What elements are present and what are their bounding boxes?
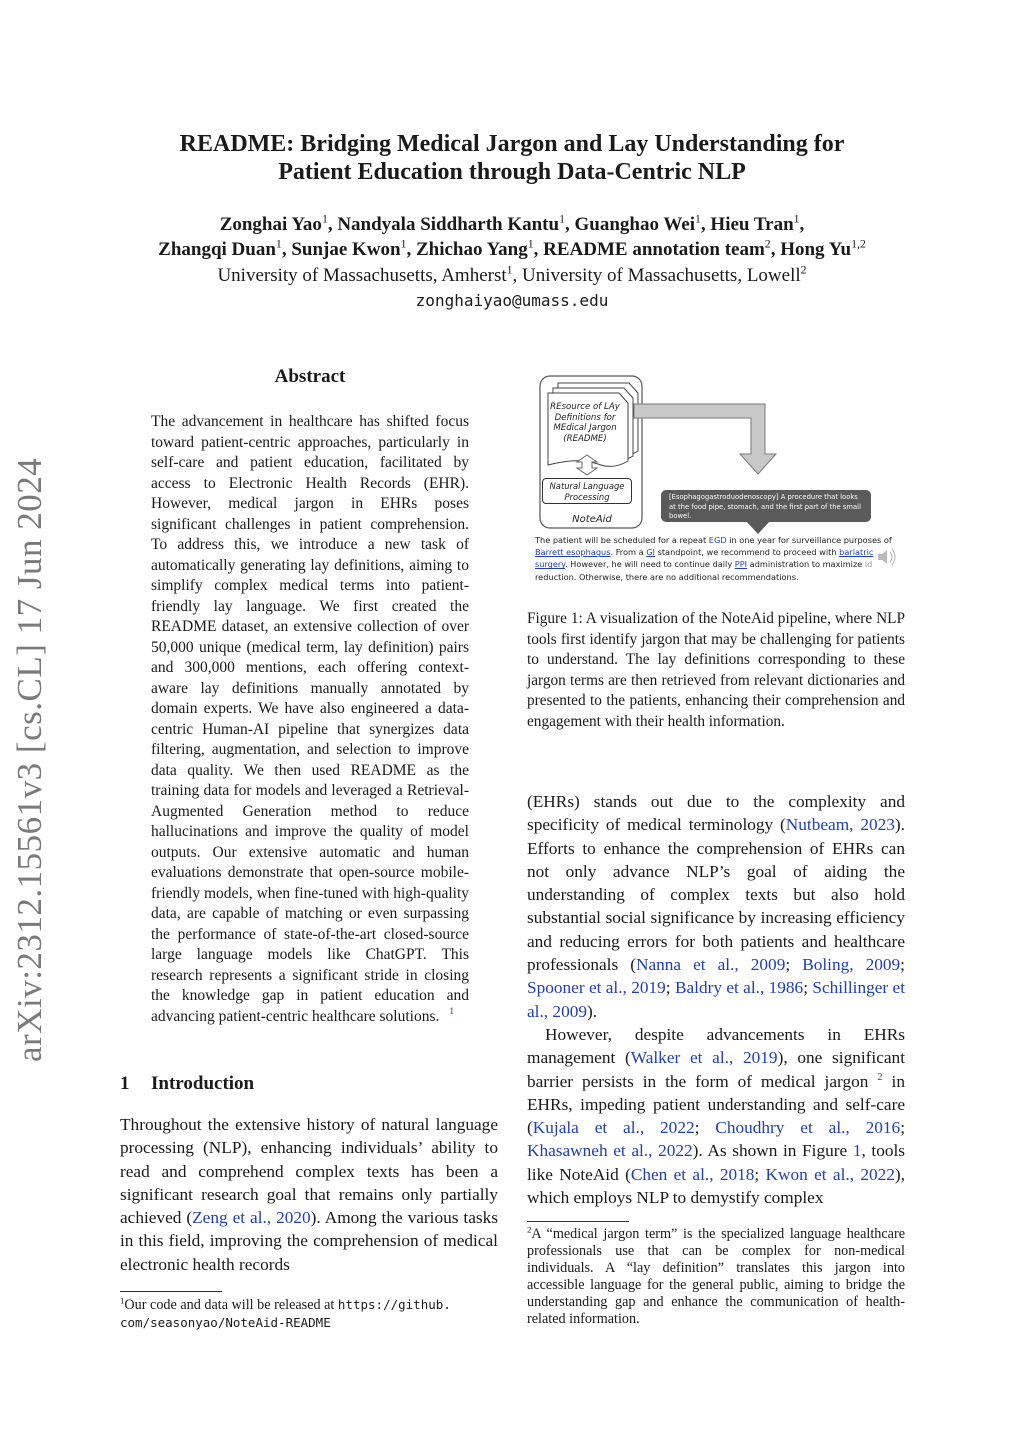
body-text: However, despite advancements in EHRs management ( bbox=[527, 1024, 905, 1068]
jargon-term-link[interactable]: PPI bbox=[734, 559, 748, 570]
figure-caption: Figure 1: A visualization of the NoteAid pipeline, where NLP tools first identify jargon that may be challenging for patients to understand. The lay definitions corresponding to these jargon terms are then retrieved from relevant dictionaries and presented to the patients, enhancing their comprehension and engagement with their health information. bbox=[527, 610, 905, 730]
author-affiliation-mark: 1 bbox=[527, 237, 534, 251]
author-affiliation-mark: 1 bbox=[321, 212, 328, 226]
author-line-2 bbox=[60, 237, 964, 262]
abstract-text bbox=[151, 412, 469, 1027]
body-text: (EHRs) stands out due to the complexity and specificity of medical terminology ( bbox=[527, 792, 905, 835]
definition-tooltip: [Esophagogastroduodenoscopy] A procedure that looks at the food pipe, stomach, and the first part of the small bowel. bbox=[661, 490, 871, 522]
citation-link[interactable]: Zeng et al., 2020 bbox=[192, 1208, 311, 1228]
jargon-term-link[interactable]: Barrett esophagus bbox=[535, 547, 611, 558]
code-url-part-2: com/seasonyao/NoteAid-README bbox=[120, 1315, 331, 1330]
flow-arrow bbox=[634, 404, 776, 474]
jargon-term-link[interactable]: GI bbox=[646, 547, 655, 558]
author-separator: , bbox=[281, 239, 292, 260]
citation-link[interactable]: Nanna et al., 2009 bbox=[635, 955, 786, 975]
author-separator: , bbox=[770, 239, 781, 260]
section-number: 1 bbox=[120, 1073, 130, 1094]
author-name: Guanghao Wei bbox=[574, 214, 696, 235]
affiliation-lowell: University of Massachusetts, Lowell bbox=[522, 265, 801, 286]
clinical-note-text bbox=[535, 534, 905, 583]
author-affiliation-mark: 2 bbox=[764, 237, 771, 251]
body-text: ; bbox=[754, 1164, 766, 1184]
body-text: ; bbox=[665, 978, 675, 998]
arxiv-side-stamp: arXiv:2312.15561v3 [cs.CL] 17 Jun 2024 bbox=[10, 457, 49, 1062]
footnote-text: A “medical jargon term” is the specialized language healthcare professionals use that can be complex for non-medical individuals. A “lay definition” translates this jargon into accessible language for the general public, aiming to bridge the understanding gap and enhance the communication of health-related information. bbox=[527, 1226, 905, 1327]
author-separator: , bbox=[406, 239, 416, 260]
citation-link[interactable]: Choudhry et al., 2016 bbox=[715, 1118, 901, 1138]
body-paragraph bbox=[527, 1023, 905, 1209]
jargon-term-link[interactable]: bariatric surgery bbox=[535, 547, 874, 570]
footnote-2 bbox=[527, 1226, 905, 1328]
paper-title bbox=[100, 130, 924, 186]
author-separator: , bbox=[327, 214, 338, 235]
affiliation-amherst: University of Massachusetts, Amherst bbox=[217, 265, 507, 286]
code-url-part-1: https://github. bbox=[337, 1297, 451, 1312]
body-text: ; bbox=[785, 955, 803, 975]
abstract-body: The advancement in healthcare has shifted focus toward patient-centric approaches, particularly in self-care and patient education, facilitated by access to Electronic Health Records (EHR). However, medical jargon in EHRs poses significant challenges in patient comprehension. To address this, we introduce a new task of automatically generating lay definitions, aiming to simplify complex medical terms into patient-friendly lay language. We first created the README dataset, an extensive collection of over 50,000 unique (medical term, lay definition) pairs and 300,000 mentions, each offering context-aware lay definitions manually annotated by domain experts. We have also engineered a data-centric Human-AI pipeline that synergizes data filtering, augmentation, and selection to improve data quality. We then used README as the training data for models and leveraged a Retrieval-Augmented Generation method to reduce hallucinations and improve the quality of model outputs. Our extensive automatic and human evaluations demonstrate that open-source mobile-friendly models, when fine-tuned with high-quality data, are capable of matching or even surpassing the performance of state-of-the-art closed-source large language models like ChatGPT. This research represents a significant stride in closing the knowledge gap in patient education and advancing patient-centric healthcare solutions. bbox=[151, 413, 469, 1025]
citation-link[interactable]: 1 bbox=[852, 1141, 862, 1161]
note-text: The patient will be scheduled for a repeat bbox=[535, 535, 709, 545]
footnote-rule bbox=[120, 1291, 222, 1292]
footnote-mark: 1 bbox=[120, 1295, 125, 1306]
author-separator: , bbox=[799, 214, 805, 235]
jargon-term-highlight[interactable]: EGD bbox=[708, 535, 727, 545]
author-name: README annotation team bbox=[543, 239, 765, 260]
body-text: ; bbox=[900, 955, 905, 975]
note-text: reduction. Otherwise, there are no additional recommendations. bbox=[535, 571, 799, 582]
footnote-1 bbox=[120, 1296, 500, 1332]
citation-link[interactable]: Spooner et al., 2019 bbox=[527, 978, 666, 998]
citation-link[interactable]: Kwon et al., 2022 bbox=[765, 1164, 895, 1184]
body-text: ; bbox=[694, 1118, 716, 1138]
footnote-ref[interactable]: 2 bbox=[877, 1070, 883, 1083]
section-title: Introduction bbox=[151, 1073, 255, 1094]
author-separator: , bbox=[564, 214, 575, 235]
note-text: administration to maximize bbox=[747, 559, 865, 570]
body-text: ). As shown in Figure bbox=[692, 1141, 853, 1161]
author-name: Hieu Tran bbox=[710, 214, 794, 235]
body-text: in EHRs, impeding patient understanding and self-care ( bbox=[527, 1071, 905, 1138]
body-text: ). Efforts to enhance the comprehension of EHRs can not only advance NLP’s goal of aiding the understanding of complex texts but also hold substantial social significance by increasing efficiency and reducing errors for both patients and healthcare professionals ( bbox=[527, 815, 905, 975]
author-affiliation-mark: 1 bbox=[275, 237, 282, 251]
body-text: ; bbox=[900, 1118, 906, 1138]
body-text: ), one significant barrier persists in the form of medical jargon bbox=[527, 1048, 906, 1091]
author-separator: , bbox=[533, 239, 544, 260]
affiliation-mark: 1 bbox=[506, 263, 513, 277]
intro-text: ). Among the various tasks in this field, improving the comprehension of medical electronic health records bbox=[120, 1208, 498, 1274]
author-affiliation-mark: 1 bbox=[695, 212, 701, 226]
affiliation-separator: , bbox=[512, 265, 523, 286]
citation-link[interactable]: Baldry et al., 1986 bbox=[674, 978, 804, 998]
section-heading-introduction bbox=[120, 1073, 254, 1095]
author-separator: , bbox=[700, 214, 711, 235]
body-text: ; bbox=[803, 978, 813, 998]
author-affiliation-mark: 1 bbox=[793, 212, 800, 226]
author-line-1 bbox=[60, 212, 964, 237]
author-name: Zonghai Yao bbox=[219, 214, 322, 235]
readme-resource-label: REsource of LAy Definitions for MEdical Jargon (README) bbox=[550, 402, 620, 444]
title-line-2: Patient Education through Data-Centric NLP bbox=[278, 159, 746, 185]
tooltip-pointer bbox=[746, 521, 770, 534]
author-name: Nandyala Siddharth Kantu bbox=[337, 214, 560, 235]
body-text: ). bbox=[587, 1001, 598, 1021]
noteaid-label: NoteAid bbox=[572, 514, 612, 525]
contact-email[interactable]: zonghaiyao@umass.edu bbox=[415, 291, 609, 310]
citation-link[interactable]: Khasawneh et al., 2022 bbox=[527, 1141, 693, 1161]
body-paragraph bbox=[527, 790, 905, 1023]
citation-link[interactable]: Nutbeam, 2023 bbox=[785, 815, 895, 835]
author-name: Zhangqi Duan bbox=[158, 239, 276, 260]
intro-text: Throughout the extensive history of natural language processing (NLP), enhancing individuals’ ability to read and comprehend complex texts has been a significant research goal that remains only partially achieved ( bbox=[120, 1115, 498, 1228]
affiliations bbox=[60, 264, 964, 288]
author-name: Hong Yu bbox=[780, 239, 852, 260]
title-line-1: README: Bridging Medical Jargon and Lay Understanding for bbox=[179, 131, 845, 157]
author-name: Sunjae Kwon bbox=[291, 239, 401, 260]
note-text: standpoint, we recommend to proceed with bbox=[654, 547, 840, 558]
citation-link[interactable]: Boling, 2009 bbox=[802, 955, 901, 975]
affiliation-mark: 2 bbox=[800, 263, 807, 277]
nlp-box: Natural Language Processing bbox=[542, 478, 632, 504]
author-affiliation-mark: 1 bbox=[559, 212, 565, 226]
right-column-text bbox=[527, 790, 905, 1209]
occluded-text: id bbox=[864, 559, 873, 570]
body-text: ), which employs NLP to demystify complex bbox=[527, 1164, 905, 1208]
citation-link[interactable]: Schillinger et al., 2009 bbox=[527, 978, 905, 1021]
footnote-rule bbox=[527, 1221, 629, 1222]
figure-noteaid-pipeline bbox=[528, 374, 908, 589]
author-affiliation-mark: 1,2 bbox=[851, 237, 866, 251]
author-name: Zhichao Yang bbox=[415, 239, 528, 260]
note-text: in one year for surveillance purposes of bbox=[726, 535, 892, 545]
author-list bbox=[60, 212, 964, 262]
citation-link[interactable]: Walker et al., 2019 bbox=[630, 1048, 778, 1068]
note-text: . From a bbox=[610, 547, 647, 558]
body-text: , tools like NoteAid ( bbox=[527, 1141, 906, 1184]
footnote-ref-1[interactable]: 1 bbox=[449, 1006, 455, 1018]
citation-link[interactable]: Kujala et al., 2022 bbox=[532, 1118, 695, 1138]
footnote-text: Our code and data will be released at bbox=[124, 1297, 338, 1313]
footnote-mark: 2 bbox=[527, 1224, 532, 1235]
citation-link[interactable]: Chen et al., 2018 bbox=[630, 1164, 755, 1184]
intro-paragraph bbox=[120, 1113, 498, 1276]
note-text: . However, he will need to continue daily bbox=[564, 559, 735, 570]
author-affiliation-mark: 1 bbox=[400, 237, 407, 251]
abstract-heading: Abstract bbox=[274, 366, 346, 387]
